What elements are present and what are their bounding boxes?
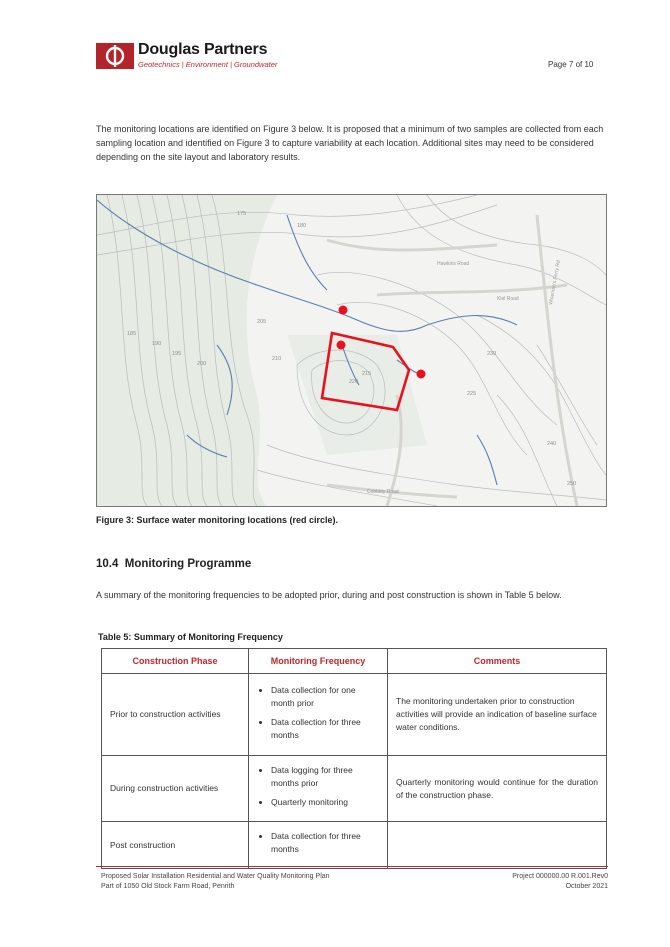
company-name: Douglas Partners (138, 41, 268, 58)
frequency-cell (249, 674, 388, 756)
road-label: Kiel Road (497, 296, 519, 302)
monitoring-frequency-table (101, 648, 607, 869)
page-number: Page 7 of 10 (548, 60, 594, 69)
contour-label: 225 (467, 391, 477, 397)
frequency-cell (249, 756, 388, 822)
footer-project-number: Project 000000.00 R.001.Rev0 (512, 873, 608, 880)
section-title: Monitoring Programme (124, 558, 252, 570)
contour-label: 185 (127, 331, 137, 337)
table-caption: Table 5: Summary of Monitoring Frequency (98, 632, 283, 642)
footer-left (101, 872, 330, 892)
header-construction-phase: Construction Phase (102, 649, 249, 674)
programme-paragraph: A summary of the monitoring frequencies to be adopted prior, during and post construction is shown in Table 5 below. (96, 590, 562, 600)
monitoring-point-north (339, 306, 348, 315)
comments-cell (388, 822, 607, 869)
phase-cell: During construction activities (102, 756, 249, 822)
monitoring-point-east (417, 370, 426, 379)
contour-label: 210 (272, 356, 282, 362)
company-tagline: Geotechnics | Environment | Groundwater (138, 60, 278, 69)
phase-cell: Post construction (102, 822, 249, 869)
contour-label: 250 (567, 481, 577, 487)
contour-label: 200 (197, 361, 207, 367)
contour-label: 230 (487, 351, 497, 357)
table-row (102, 822, 607, 869)
comments-cell: Quarterly monitoring would continue for the duration of the construction phase. (388, 756, 607, 822)
frequency-item: • Quarterly monitoring (271, 796, 379, 809)
frequency-item: • Data collection for three months (271, 830, 379, 856)
contour-label: 190 (152, 341, 162, 347)
header-monitoring-frequency: Monitoring Frequency (249, 649, 388, 674)
section-heading (96, 558, 251, 570)
intro-paragraph: The monitoring locations are identified on Figure 3 below. It is proposed that a minimum of two samples are collected from each sampling location and identified on Figure 3 to capture variability at each location. Additional sites may need to be considered depending on the site layout and laboratory results. (96, 124, 604, 162)
road-label: Hawkins Road (437, 261, 470, 267)
footer-date: October 2021 (565, 883, 608, 890)
footer-site-address: Part of 1050 Old Stock Farm Road, Penrith (101, 883, 235, 890)
company-logo-icon (96, 43, 134, 69)
phase-cell: Prior to construction activities (102, 674, 249, 756)
contour-label: 175 (237, 211, 247, 217)
road-label: Wiseman's Ferry Rd (548, 259, 562, 306)
contour-label: 195 (172, 351, 182, 357)
table-header-row (102, 649, 607, 674)
figure-caption: Figure 3: Surface water monitoring locations (red circle). (96, 515, 339, 525)
frequency-cell (249, 822, 388, 869)
footer-report-title: Proposed Solar Installation Residential and Water Quality Monitoring Plan (101, 873, 330, 880)
monitoring-point-central (337, 341, 346, 350)
table-row (102, 674, 607, 756)
comments-cell: The monitoring undertaken prior to construction activities will provide an indication of baseline surface water conditions. (388, 674, 607, 756)
frequency-item: • Data logging for three months prior (271, 764, 379, 790)
road-label: Cobbitty Road (367, 489, 399, 495)
contour-label: 220 (349, 379, 359, 385)
contour-label: 215 (362, 371, 372, 377)
contour-label: 180 (297, 223, 307, 229)
frequency-item: • Data collection for one month prior (271, 684, 379, 710)
monitoring-map (96, 194, 607, 507)
footer-right (492, 872, 608, 892)
footer-divider (96, 866, 608, 867)
section-number: 10.4 (96, 558, 119, 570)
frequency-item: • Data collection for three months (271, 716, 379, 742)
contour-label: 205 (257, 319, 267, 325)
table-row (102, 756, 607, 822)
contour-label: 240 (547, 441, 557, 447)
header-comments: Comments (388, 649, 607, 674)
